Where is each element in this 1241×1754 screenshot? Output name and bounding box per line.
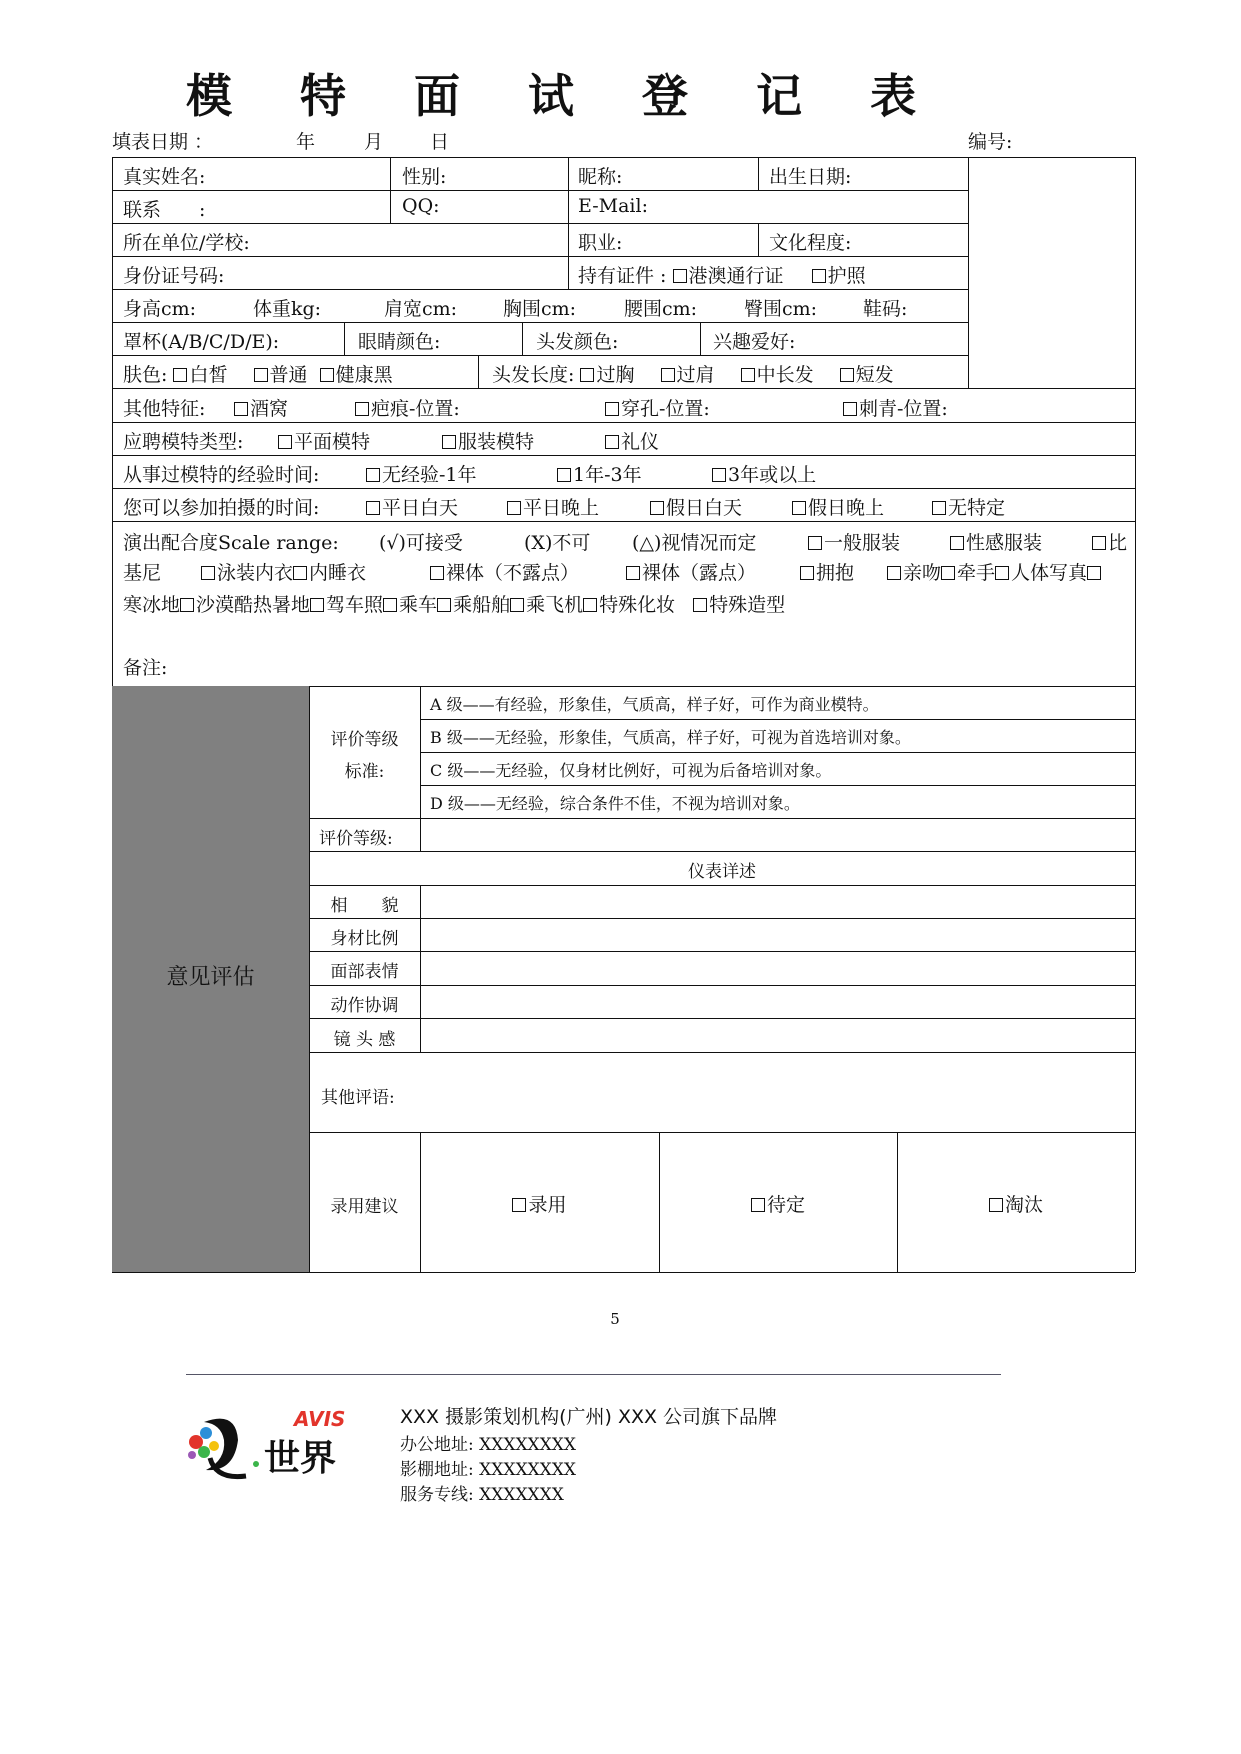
hire-checkbox[interactable] xyxy=(512,1198,526,1212)
exp-3-plus xyxy=(712,460,816,487)
exp-3-plus-label: 3年或以上 xyxy=(728,464,817,486)
option-hire xyxy=(420,1190,659,1217)
pending-checkbox[interactable] xyxy=(751,1198,765,1212)
ship-checkbox[interactable] xyxy=(437,598,451,612)
qq-label: QQ: xyxy=(402,195,440,217)
hair-chest-checkbox[interactable] xyxy=(580,368,594,382)
other-features-label: 其他特征: xyxy=(123,398,206,420)
scar-label: 疤痕-位置: xyxy=(371,398,460,420)
hire-label: 录用 xyxy=(528,1194,567,1216)
brand-logo-graphic xyxy=(176,1400,376,1490)
appearance-camera-label: 镜 头 感 xyxy=(333,1030,396,1050)
avail-weekday-night xyxy=(507,493,599,520)
scale-general-clothing xyxy=(808,528,900,555)
feature-scar xyxy=(355,394,460,421)
avail-holiday-night xyxy=(792,493,884,520)
general-clothing-checkbox[interactable] xyxy=(808,536,822,550)
criteria-label-2: 标准: xyxy=(344,762,385,782)
reject-label: 淘汰 xyxy=(1004,1194,1043,1216)
body-art-checkbox[interactable] xyxy=(995,566,1009,580)
shoe-size-label: 鞋码: xyxy=(863,298,908,320)
hk-permit-label: 港澳通行证 xyxy=(688,265,784,287)
grade-label: 评价等级: xyxy=(319,829,393,849)
fashion-model-checkbox[interactable] xyxy=(442,435,456,449)
logo-brand-text: AVIS xyxy=(294,1407,346,1431)
scale-kiss xyxy=(887,558,1103,585)
option-pending xyxy=(659,1190,897,1217)
special-styling-label: 特殊造型 xyxy=(709,594,786,616)
hair-shoulder-checkbox[interactable] xyxy=(661,368,675,382)
model-type-label: 应聘模特类型: xyxy=(123,431,244,453)
scale-bikini xyxy=(1092,528,1127,555)
hug-label: 拥抱 xyxy=(816,562,855,584)
hair-length-group xyxy=(492,360,894,387)
page-title: 模 特 面 试 登 记 表 xyxy=(186,69,943,123)
desert-label: 沙漠酷热暑地 xyxy=(196,594,311,616)
swimwear-label: 泳装内衣 xyxy=(217,562,294,584)
photo-area xyxy=(968,157,1135,388)
skin-color-group xyxy=(123,360,393,387)
etiquette-label: 礼仪 xyxy=(621,431,660,453)
holiday-night-label: 假日晚上 xyxy=(808,497,885,519)
shoulder-label: 肩宽cm: xyxy=(384,298,458,320)
type-etiquette xyxy=(605,427,659,454)
scale-range-label: 演出配合度Scale range: xyxy=(123,532,339,554)
remark-label: 备注: xyxy=(123,657,168,679)
car-ride-checkbox[interactable] xyxy=(383,598,397,612)
exp-none xyxy=(366,460,477,487)
bust-label: 胸围cm: xyxy=(503,298,577,320)
any-time-checkbox[interactable] xyxy=(932,501,946,515)
bikini-label-start: 比 xyxy=(1108,532,1128,554)
kiss-label: 亲吻 xyxy=(903,562,942,584)
weekday-night-checkbox[interactable] xyxy=(507,501,521,515)
gender-label: 性别: xyxy=(402,166,447,188)
holiday-night-checkbox[interactable] xyxy=(792,501,806,515)
hair-medium-checkbox[interactable] xyxy=(741,368,755,382)
scale-nude-covered xyxy=(430,558,579,585)
id-number-label: 身份证号码: xyxy=(123,265,225,287)
exp-1-3-checkbox[interactable] xyxy=(557,468,571,482)
skin-normal-label: 普通 xyxy=(269,364,308,386)
contact-label: 联系 : xyxy=(123,199,206,221)
birth-date-label: 出生日期: xyxy=(769,166,852,188)
cold-place-label: 寒冰地 xyxy=(123,594,181,616)
waist-label: 腰围cm: xyxy=(624,298,698,320)
hair-short-label: 短发 xyxy=(855,364,894,386)
general-clothing-label: 一般服装 xyxy=(824,532,901,554)
hobbies-label: 兴趣爱好: xyxy=(713,331,796,353)
weekday-day-checkbox[interactable] xyxy=(366,501,380,515)
dimple-checkbox[interactable] xyxy=(234,402,248,416)
exp-none-checkbox[interactable] xyxy=(366,468,380,482)
weekday-day-label: 平日白天 xyxy=(382,497,459,519)
legend-reject: (X)不可 xyxy=(524,532,591,554)
driving-label: 驾车照 xyxy=(326,594,384,616)
studio-address: 影棚地址: XXXXXXXX xyxy=(400,1460,576,1480)
sexy-clothing-label: 性感服装 xyxy=(966,532,1043,554)
kiss-checkbox[interactable] xyxy=(887,566,901,580)
special-makeup-label: 特殊化妆 xyxy=(599,594,676,616)
nude-label: 裸体（露点） xyxy=(642,562,757,584)
dimple-label: 酒窝 xyxy=(250,398,289,420)
fill-date-label: 填表日期 ： xyxy=(112,131,214,153)
holiday-day-label: 假日白天 xyxy=(666,497,743,519)
hug-checkbox[interactable] xyxy=(800,566,814,580)
hold-hands-checkbox[interactable] xyxy=(941,566,955,580)
nude-checkbox[interactable] xyxy=(626,566,640,580)
skin-tan-label: 健康黑 xyxy=(335,364,393,386)
scale-nude xyxy=(626,558,756,585)
skin-color-label: 肤色: xyxy=(123,364,168,386)
criteria-a: A 级——有经验，形象佳，气质高，样子好，可作为商业模特。 xyxy=(430,695,879,714)
scar-checkbox[interactable] xyxy=(355,402,369,416)
hold-hands-label: 牵手 xyxy=(957,562,996,584)
availability-label: 您可以参加拍摄的时间: xyxy=(123,497,320,519)
brand-logo xyxy=(176,1400,376,1490)
svg-text:世界: 世界 xyxy=(264,1438,337,1479)
hk-permit-checkbox[interactable] xyxy=(673,269,687,283)
tattoo-label: 刺青-位置: xyxy=(859,398,948,420)
hair-short-checkbox[interactable] xyxy=(840,368,854,382)
skin-normal-checkbox[interactable] xyxy=(254,368,268,382)
pending-label: 待定 xyxy=(766,1194,805,1216)
print-model-label: 平面模特 xyxy=(294,431,371,453)
sleepwear-label: 内睡衣 xyxy=(309,562,367,584)
swimwear-checkbox[interactable] xyxy=(201,566,215,580)
criteria-d: D 级——无经验，综合条件不佳，不视为培训对象。 xyxy=(430,794,800,813)
exp-1-3-label: 1年-3年 xyxy=(573,464,642,486)
etiquette-checkbox[interactable] xyxy=(605,435,619,449)
option-reject xyxy=(897,1190,1135,1217)
nickname-label: 昵称: xyxy=(578,166,623,188)
piercing-checkbox[interactable] xyxy=(605,402,619,416)
ship-label: 乘船舶 xyxy=(453,594,511,616)
criteria-c: C 级——无经验，仅身材比例好，可视为后备培训对象。 xyxy=(430,761,832,780)
company-label: 所在单位/学校: xyxy=(123,232,250,254)
month-label: 月 xyxy=(364,131,384,153)
education-label: 文化程度: xyxy=(769,232,852,254)
certificate-label: 持有证件 : xyxy=(578,265,667,287)
feature-tattoo xyxy=(843,394,948,421)
other-comments-label: 其他评语: xyxy=(321,1088,395,1108)
print-model-checkbox[interactable] xyxy=(278,435,292,449)
skin-fair-label: 白皙 xyxy=(189,364,228,386)
avail-holiday-day xyxy=(650,493,742,520)
skin-fair-checkbox[interactable] xyxy=(173,368,187,382)
type-print xyxy=(278,427,370,454)
driving-checkbox[interactable] xyxy=(310,598,324,612)
experience-label: 从事过模特的经验时间: xyxy=(123,464,320,486)
sexy-clothing-checkbox[interactable] xyxy=(950,536,964,550)
recommendation-label: 录用建议 xyxy=(330,1197,399,1217)
special-makeup-checkbox[interactable] xyxy=(583,598,597,612)
serial-number-label: 编号: xyxy=(968,131,1013,153)
exp-none-label: 无经验-1年 xyxy=(382,464,477,486)
scale-line3 xyxy=(123,590,785,617)
desert-checkbox[interactable] xyxy=(180,598,194,612)
appearance-proportion-label: 身材比例 xyxy=(330,929,399,949)
holiday-day-checkbox[interactable] xyxy=(650,501,664,515)
page-number: 5 xyxy=(610,1310,620,1328)
avail-weekday-day xyxy=(366,493,458,520)
service-hotline: 服务专线: XXXXXXX xyxy=(400,1485,564,1505)
scale-swimwear xyxy=(201,558,366,585)
evaluation-section-label: 意见评估 xyxy=(166,965,255,990)
hair-medium-label: 中长发 xyxy=(756,364,814,386)
appearance-coordination-label: 动作协调 xyxy=(330,996,399,1016)
occupation-label: 职业: xyxy=(578,232,623,254)
plane-checkbox[interactable] xyxy=(510,598,524,612)
org-name: XXX 摄影策划机构(广州) XXX 公司旗下品牌 xyxy=(400,1406,778,1428)
eye-color-label: 眼睛颜色: xyxy=(358,331,441,353)
feature-piercing xyxy=(605,394,710,421)
sleepwear-checkbox[interactable] xyxy=(293,566,307,580)
hair-chest-label: 过胸 xyxy=(596,364,635,386)
car-ride-label: 乘车 xyxy=(399,594,438,616)
hair-shoulder-label: 过肩 xyxy=(676,364,715,386)
appearance-looks-label: 相 貌 xyxy=(330,896,399,916)
hair-length-label: 头发长度: xyxy=(492,364,575,386)
weekday-night-label: 平日晚上 xyxy=(523,497,600,519)
feature-dimple xyxy=(234,394,288,421)
cup-size-label: 罩杯(A/B/C/D/E): xyxy=(123,331,280,353)
nude-covered-checkbox[interactable] xyxy=(430,566,444,580)
footer-divider xyxy=(186,1374,1001,1375)
appearance-expression-label: 面部表情 xyxy=(330,962,399,982)
bikini-label-end: 基尼 xyxy=(123,562,162,584)
email-label: E-Mail: xyxy=(578,195,648,217)
legend-accept: (√)可接受 xyxy=(379,532,463,554)
passport-label: 护照 xyxy=(827,265,866,287)
certificate-group xyxy=(578,261,866,288)
real-name-label: 真实姓名: xyxy=(123,166,206,188)
plane-label: 乘飞机 xyxy=(526,594,584,616)
scale-hug xyxy=(800,558,854,585)
hip-label: 臀围cm: xyxy=(744,298,818,320)
exp-1-3 xyxy=(557,460,642,487)
special-styling-checkbox[interactable] xyxy=(693,598,707,612)
legend-depends: (△)视情况而定 xyxy=(632,532,757,554)
piercing-label: 穿孔-位置: xyxy=(621,398,710,420)
bikini-checkbox[interactable] xyxy=(1092,536,1106,550)
appearance-header: 仪表详述 xyxy=(688,862,756,882)
avail-any xyxy=(932,493,1005,520)
reject-checkbox[interactable] xyxy=(989,1198,1003,1212)
type-fashion xyxy=(442,427,534,454)
scale-sexy-clothing xyxy=(950,528,1042,555)
tattoo-checkbox[interactable] xyxy=(843,402,857,416)
fashion-model-label: 服装模特 xyxy=(458,431,535,453)
cold-place-checkbox[interactable] xyxy=(1087,566,1101,580)
height-label: 身高cm: xyxy=(123,298,197,320)
hair-color-label: 头发颜色: xyxy=(536,331,619,353)
any-time-label: 无特定 xyxy=(948,497,1006,519)
office-address: 办公地址: XXXXXXXX xyxy=(400,1435,576,1455)
day-label: 日 xyxy=(430,131,450,153)
criteria-b: B 级——无经验，形象佳，气质高，样子好，可视为首选培训对象。 xyxy=(430,728,911,747)
exp-3-plus-checkbox[interactable] xyxy=(712,468,726,482)
nude-covered-label: 裸体（不露点） xyxy=(446,562,580,584)
skin-tan-checkbox[interactable] xyxy=(320,368,334,382)
weight-label: 体重kg: xyxy=(253,298,322,320)
passport-checkbox[interactable] xyxy=(812,269,826,283)
criteria-label-1: 评价等级 xyxy=(330,730,399,750)
year-label: 年 xyxy=(296,131,316,153)
body-art-label: 人体写真 xyxy=(1011,562,1088,584)
